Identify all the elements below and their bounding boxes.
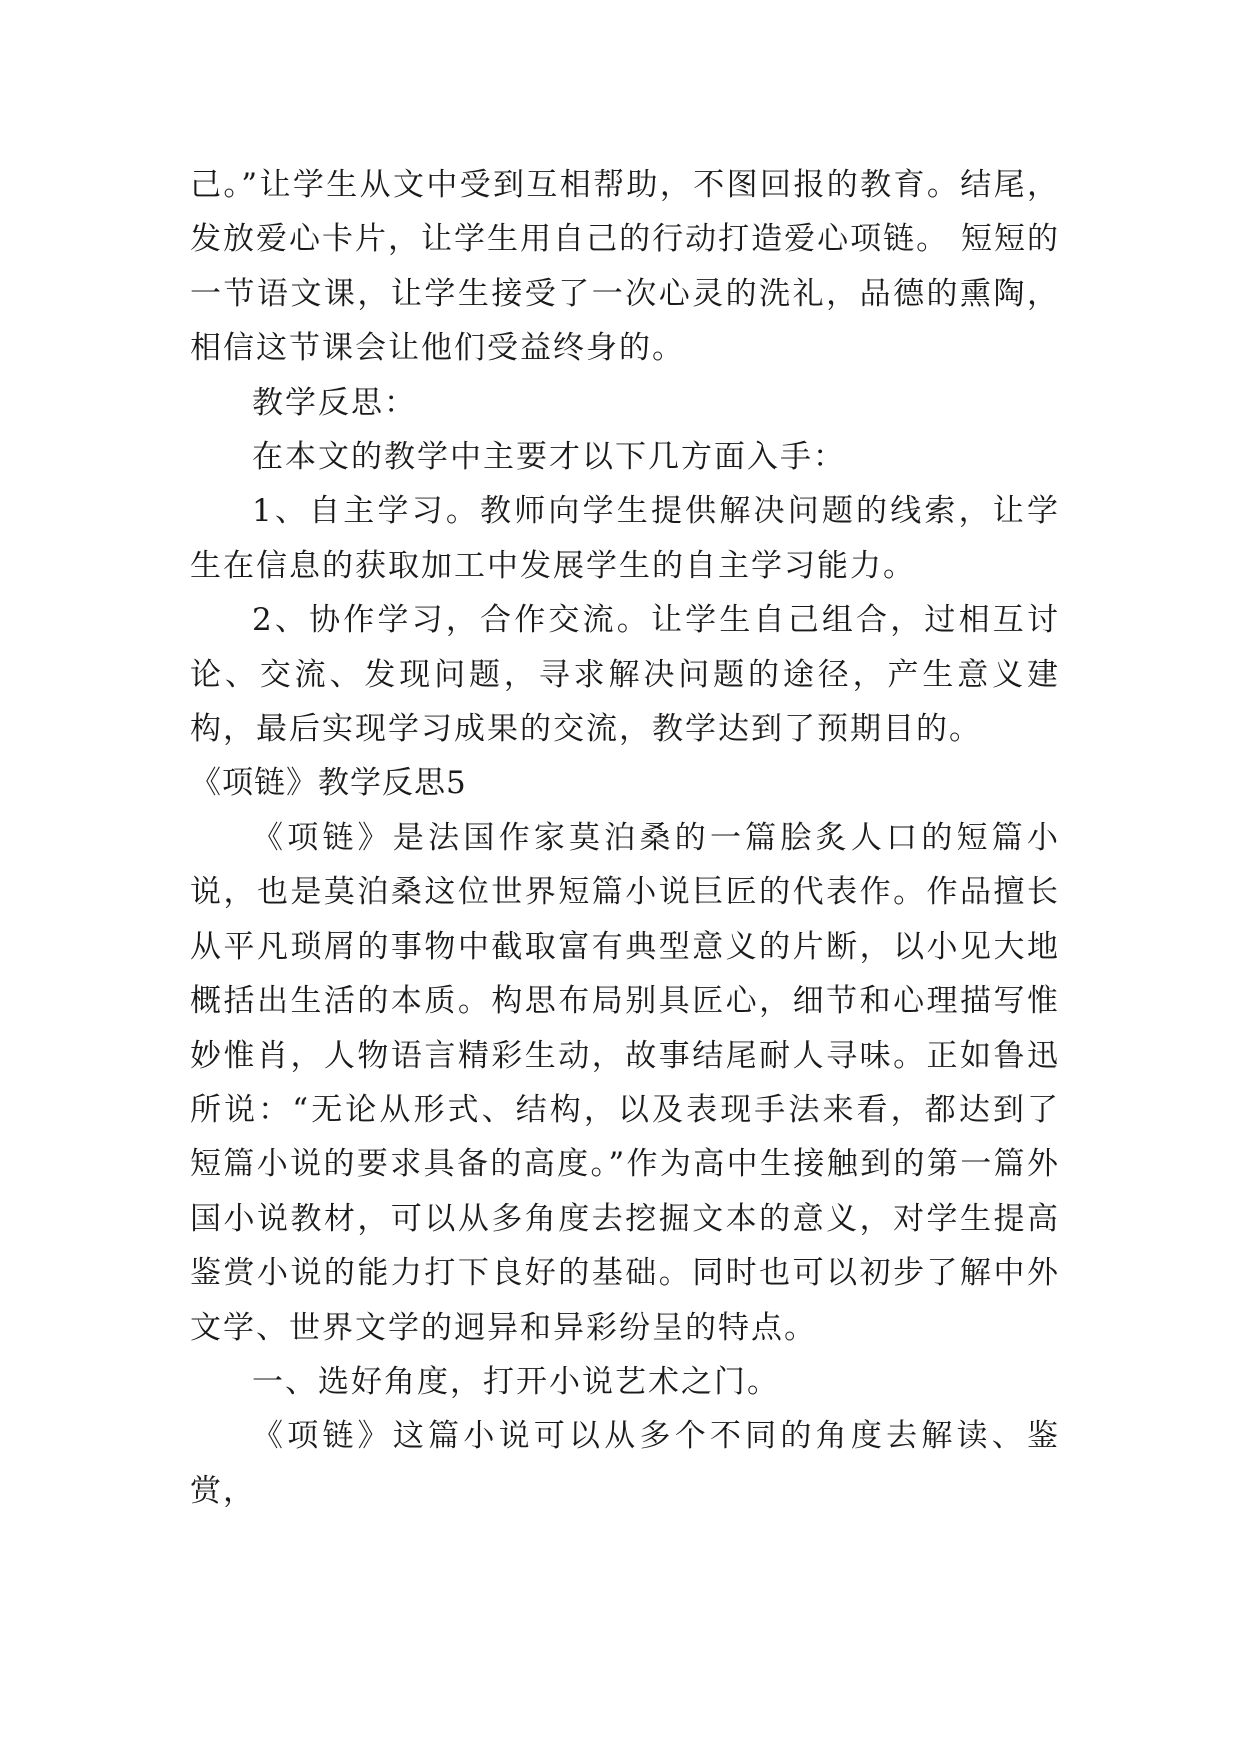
paragraph: 1、自主学习。教师向学生提供解决问题的线索，让学生在信息的获取加工中发展学生的自主学习能力。 (190, 493, 1060, 584)
section-title: 《项链》教学反思5 (190, 765, 467, 802)
paragraph: 2、协作学习，合作交流。让学生自己组合，过相互讨论、交流、发现问题，寻求解决问题的途径，产生意义建构，最后实现学习成果的交流，教学达到了预期目的。 (190, 602, 1060, 748)
document-body (190, 158, 1060, 1518)
paragraph: 《项链》是法国作家莫泊桑的一篇脍炙人口的短篇小说，也是莫泊桑这位世界短篇小说巨匠的代表作。作品擅长从平凡琐屑的事物中截取富有典型意义的片断，以小见大地概括出生活的本质。构思布局别具匠心，细节和心理描写惟妙惟肖，人物语言精彩生动，故事结尾耐人寻味。正如鲁迅所说：“无论从形式、结构，以及表现手法来看，都达到了短篇小说的要求具备的高度。”作为高中生接触到的第一篇外国小说教材，可以从多角度去挖掘文本的意义，对学生提高鉴赏小说的能力打下良好的基础。同时也可以初步了解中外文学、世界文学的迥异和异彩纷呈的特点。 (190, 819, 1060, 1346)
paragraph: 教学反思： (252, 384, 417, 421)
paragraph: 《项链》这篇小说可以从多个不同的角度去解读、鉴赏， (190, 1418, 1060, 1509)
paragraph: 在本文的教学中主要才以下几方面入手： (252, 439, 846, 476)
paragraph: 己。”让学生从文中受到互相帮助，不图回报的教育。结尾，发放爱心卡片，让学生用自己的行动打造爱心项链。 短短的一节语文课，让学生接受了一次心灵的洗礼，品德的熏陶，相信这节课会让他们受益终身的。 (190, 167, 1060, 367)
paragraph: 一、选好角度，打开小说艺术之门。 (252, 1363, 780, 1400)
